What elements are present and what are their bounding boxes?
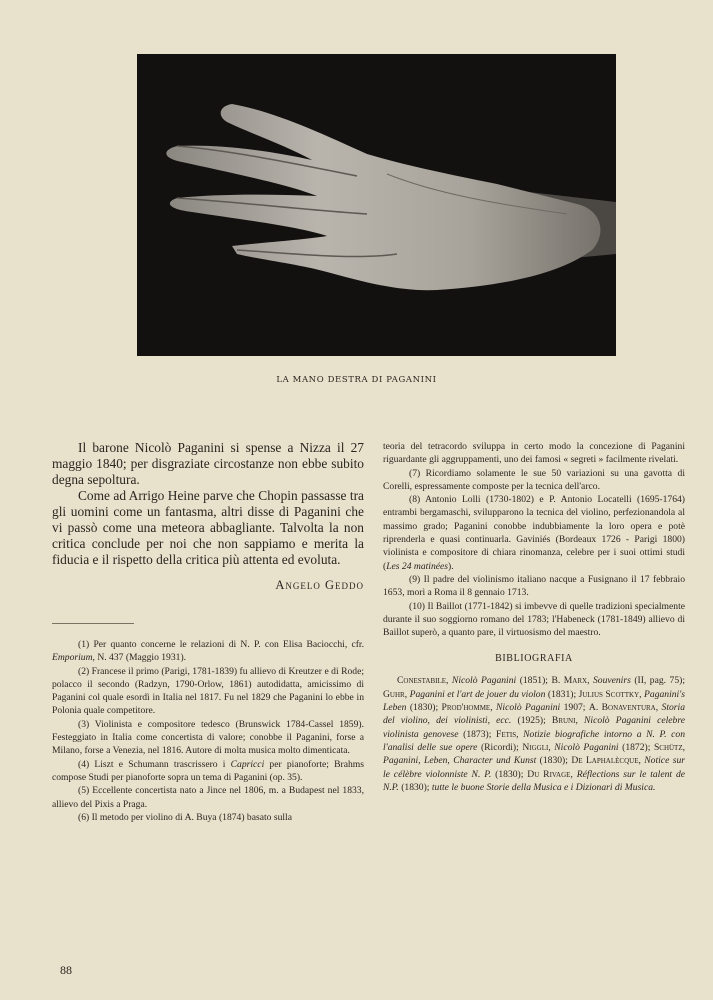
bibliography-list: Conestabile, Nicolò Paganini (1851); B. Marx, Souvenirs (II, pag. 75); Guhr, Paganini et l'art de jouer du violon (1831); Julius Scottky, Paganini's Leben (1830); Prod'homme, Nicolò Paganini 1907; A. Bonaventura, Storia del violino, dei violinisti, ecc. (1925); Bruni, Nicolò Paganini celebre violinista genovese (1873); Fetis, Notizie biografiche intorno a N. P. con l'analisi delle sue opere (Ricordi); Niggli, Nicolò Paganini (1872); Schütz, Paganini, Leben, Character und Kunst (1830); De Laphalècque, Notice sur le célèbre violonniste N. P. (1830); Du Rivage, Réflections sur le talent de N.P. (1830); tutte le buone Storie della Musica e i Dizionari di Musica. [383,675,686,793]
footnote: (6) Il metodo per violino di A. Buya (1874) basato sulla [78,811,292,823]
footnote: (8) Antonio Lolli (1730-1802) e P. Antonio Locatelli (1695-1764) entrambi bergamaschi, svilupparono la tecnica del violino, perfezionandola al massimo grado; Paganini conobbe indubbiamente la loro opera e potè riprenderla e quasi continuarla. Gaviniés (Bordeaux 1726 - Parigi 1800) violinista e compositore di chiara rinomanza, celebre per i suoi ottimi studi (Les 24 matinées). [383,494,685,572]
author-signature: Angelo Geddo [275,578,364,592]
article-paragraph: Come ad Arrigo Heine parve che Chopin passasse tra gli uomini come un fantasma, altri disse di Paganini che vi passò come una meteora abbagliante. Talvolta la non critica conclude per noi che non sappiamo e merita la fiducia e il rispetto della critica più attenta ed evoluta. [52,488,364,567]
footnote-divider [52,623,134,624]
bibliography-heading: BIBLIOGRAFIA [495,653,573,665]
article-paragraph: Il barone Nicolò Paganini si spense a Nizza il 27 maggio 1840; per disgraziate circostanze non ebbe subito degna sepoltura. [52,440,364,487]
footnote: (9) Il padre del violinismo italiano nacque a Fusignano il 17 febbraio 1653, morì a Roma il 8 gennaio 1713. [383,573,685,599]
footnote: (10) Il Baillot (1771-1842) si imbevve di quelle tradizioni specialmente durante il suo soggiorno romano del 1783; l'Habeneck (1781-1849) allievo di Baillot superò, a quanto pare, il virtuosismo del maestro. [383,600,685,639]
footnote-continuation: teoria del tetracordo sviluppa in certo modo la concezione di Paganini riguardante gli aggruppamenti, uno dei famosi « segreti » facilmente rivelati. [383,441,685,466]
footnote: (7) Ricordiamo solamente le sue 50 variazioni su una gavotta di Corelli, espressamente composte per la tecnica dell'arco. [383,467,685,492]
footnote: (3) Violinista e compositore tedesco (Brunswick 1784-Cassel 1859). Festeggiato in Italia come concertista di valore; conobbe il Paganini, forse a Milano, forse a Venezia, nel 1816. Autore di molta musica molto dimenticata. [52,718,364,757]
footnote: (1) Per quanto concerne le relazioni di N. P. con Elisa Baciocchi, cfr. Emporium, N. 437 (Maggio 1931). [52,639,364,664]
page-number: 88 [60,963,72,977]
hand-image [137,54,616,356]
footnotes [52,638,364,824]
footnote: (5) Eccellente concertista nato a Jince nel 1806, m. a Budapest nel 1833, allievo del Pixis a Praga. [52,785,364,810]
footnote: (2) Francese il primo (Parigi, 1781-1839) fu allievo di Kreutzer e di Rode; polacco il secondo (Radzyn, 1790-Orlow, 1861) autodidatta, amicissimo di Paganini col quale esordì in Italia nel 1817. Fu nel 1829 che Paganini lo ebbe in Polonia quale competitore. [52,665,364,717]
photo-caption: LA MANO DESTRA DI PAGANINI [276,375,437,385]
footnote: (4) Liszt e Schumann trascrissero i Capricci per pianoforte; Brahms compose Studi per pianoforte sopra un tema di Paganini (op. 35). [52,758,364,783]
article-body [52,440,364,568]
left-column [52,440,364,824]
hand-photograph [137,54,616,356]
right-column [383,440,685,794]
